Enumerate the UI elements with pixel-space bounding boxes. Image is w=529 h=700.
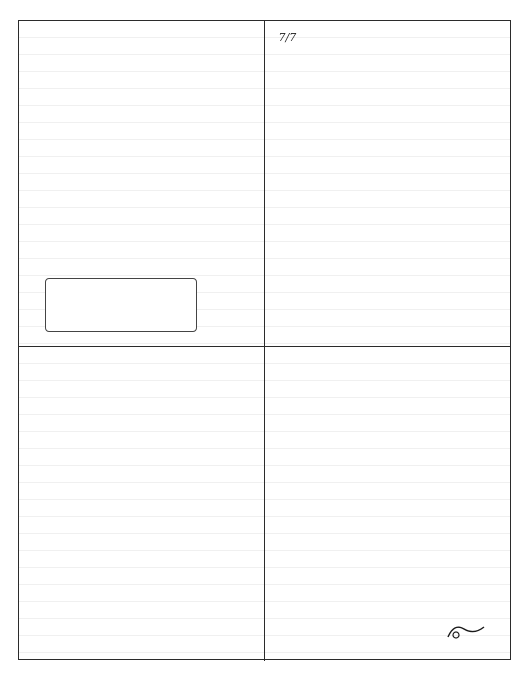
handwritten-line [27,644,256,660]
handwritten-line [273,79,503,95]
handwritten-line [27,389,256,405]
handwritten-line [27,440,256,456]
quote-box [45,278,197,332]
handwritten-line [273,593,503,609]
handwritten-line [273,96,503,112]
handwritten-line [273,300,503,316]
handwritten-line [27,114,256,130]
handwritten-line [273,164,503,180]
handwritten-line [273,576,503,592]
sketch-circle [453,632,459,638]
handwritten-line [273,372,503,388]
panel-bottom-right [265,347,511,661]
handwritten-line [27,508,256,524]
handwritten-line [273,198,503,214]
handwritten-line [273,45,503,61]
handwritten-line [27,131,256,147]
handwritten-line [27,80,256,96]
handwritten-line [273,389,503,405]
handwritten-line [27,474,256,490]
handwritten-line [27,97,256,113]
handwritten-line [27,576,256,592]
handwritten-line [27,165,256,181]
date-mark: 7/7 [278,31,297,44]
panel-bottom-left [19,347,265,661]
handwritten-line [273,317,503,333]
handwriting-grid [18,20,511,660]
handwritten-line [273,457,503,473]
panel-top-right [265,21,511,347]
handwritten-line [27,457,256,473]
handwritten-line [27,29,256,45]
handwritten-line [273,266,503,282]
handwritten-line [273,215,503,231]
handwritten-line [27,250,256,266]
handwritten-line [27,233,256,249]
handwritten-line [273,181,503,197]
handwritten-line [273,130,503,146]
handwritten-line [27,216,256,232]
handwritten-line [273,474,503,490]
handwritten-line [273,249,503,265]
handwritten-line [27,355,256,371]
handwritten-line [273,423,503,439]
sketch-figure [444,617,488,643]
handwritten-line [273,406,503,422]
handwritten-line [273,113,503,129]
handwritten-line [27,148,256,164]
handwritten-line [27,46,256,62]
handwritten-line [27,423,256,439]
handwritten-line [273,62,503,78]
date-spacer [273,29,503,45]
handwritten-line [27,559,256,575]
handwritten-line [273,559,503,575]
handwritten-line [273,147,503,163]
handwritten-line [273,644,503,660]
handwritten-line [273,491,503,507]
handwritten-line [273,232,503,248]
handwritten-line [273,508,503,524]
handwritten-line [27,199,256,215]
handwritten-line [273,542,503,558]
handwritten-line [27,406,256,422]
handwritten-line [273,525,503,541]
handwritten-line [27,63,256,79]
handwritten-line [27,593,256,609]
handwritten-line [273,283,503,299]
handwritten-line [27,491,256,507]
handwritten-line [27,525,256,541]
panel-top-left [19,21,265,347]
footnote-right [270,668,512,693]
handwritten-line [27,627,256,643]
handwritten-line [27,372,256,388]
footnote-left [18,668,260,693]
handwritten-line [27,610,256,626]
handwritten-line [27,182,256,198]
footnotes [18,668,511,693]
handwritten-line [273,440,503,456]
handwritten-line [27,542,256,558]
handwritten-line [273,355,503,371]
